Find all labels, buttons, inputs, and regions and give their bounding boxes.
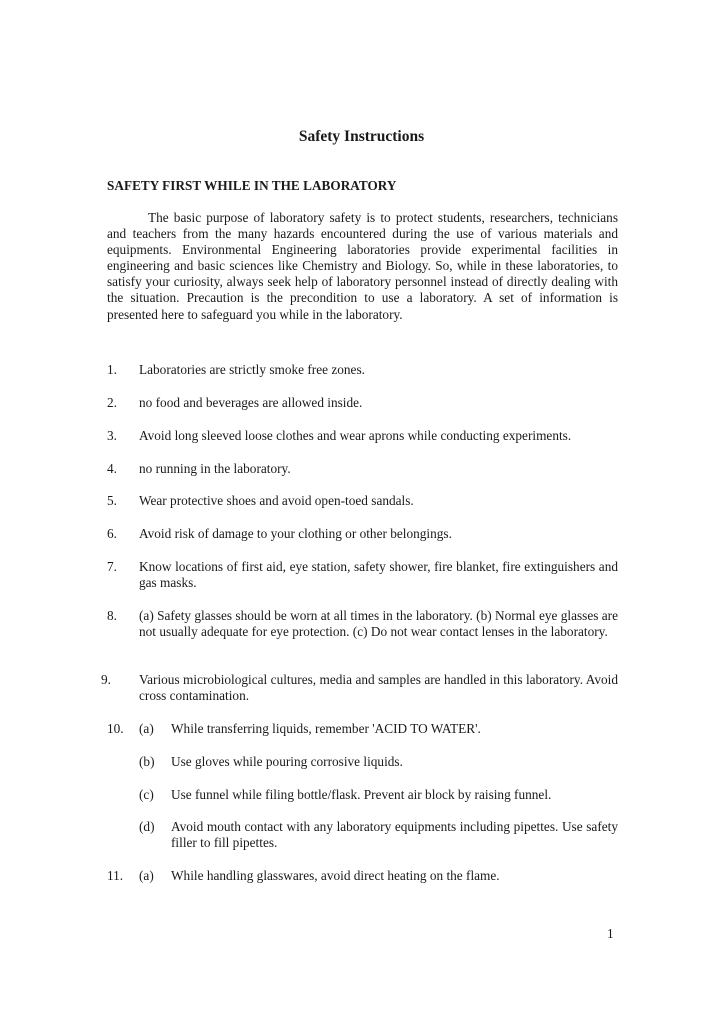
sub-item-text: Use funnel while filing bottle/flask. Prevent air block by raising funnel. xyxy=(171,787,552,802)
item-number: 3. xyxy=(107,428,117,443)
sub-item-text: While handling glasswares, avoid direct heating on the flame. xyxy=(171,868,500,883)
sub-item-text: Avoid mouth contact with any laboratory equipments including pipettes. Use safety filler to fill pipettes. xyxy=(171,819,618,851)
sub-item-text: Use gloves while pouring corrosive liquids. xyxy=(171,754,403,769)
item-text: Laboratories are strictly smoke free zones. xyxy=(139,362,365,377)
item-number: 7. xyxy=(107,559,117,574)
sub-item-letter: (b) xyxy=(139,754,155,769)
item-text: (a) Safety glasses should be worn at all times in the laboratory. (b) Normal eye glasses are not usually adequate for eye protection. (c) Do not wear contact lenses in the laboratory. xyxy=(139,608,618,640)
item-text: Know locations of first aid, eye station, safety shower, fire blanket, fire extinguishers and gas masks. xyxy=(139,559,618,591)
section-heading: SAFETY FIRST WHILE IN THE LABORATORY xyxy=(107,178,397,193)
sub-item-letter: (a) xyxy=(139,868,154,883)
item-number: 11. xyxy=(107,868,124,883)
item-number: 2. xyxy=(107,395,117,410)
item-number: 10. xyxy=(107,721,124,736)
item-number: 1. xyxy=(107,362,117,377)
sub-item-letter: (c) xyxy=(139,787,154,802)
item-number: 6. xyxy=(107,526,117,541)
item-number: 8. xyxy=(107,608,117,623)
sub-item-letter: (a) xyxy=(139,721,154,736)
item-text: Wear protective shoes and avoid open-toed sandals. xyxy=(139,493,414,508)
sub-item-text: While transferring liquids, remember 'ACID TO WATER'. xyxy=(171,721,481,736)
page-number: 1 xyxy=(607,926,614,941)
sub-item-letter: (d) xyxy=(139,819,155,834)
item-text: no running in the laboratory. xyxy=(139,461,291,476)
item-text: Various microbiological cultures, media and samples are handled in this laboratory. Avoid cross contamination. xyxy=(139,672,618,704)
item-text: no food and beverages are allowed inside. xyxy=(139,395,363,410)
intro-paragraph: The basic purpose of laboratory safety is to protect students, researchers, technicians and teachers from the many hazards encountered during the use of various materials and equipments. Environmental Engineering laboratories provide experimental facilities in engineering and basic sciences like Chemistry and Biology. So, while in these laboratories, to satisfy your curiosity, always seek help of laboratory personnel instead of directly dealing with the situation. Precaution is the precondition to use a laboratory. A set of information is presented here to safeguard you while in the laboratory. xyxy=(107,210,618,322)
item-number: 5. xyxy=(107,493,117,508)
item-number: 4. xyxy=(107,461,117,476)
page-title: Safety Instructions xyxy=(298,128,425,145)
item-text: Avoid long sleeved loose clothes and wear aprons while conducting experiments. xyxy=(139,428,572,443)
item-text: Avoid risk of damage to your clothing or other belongings. xyxy=(139,526,452,541)
item-number: 9. xyxy=(101,672,111,687)
